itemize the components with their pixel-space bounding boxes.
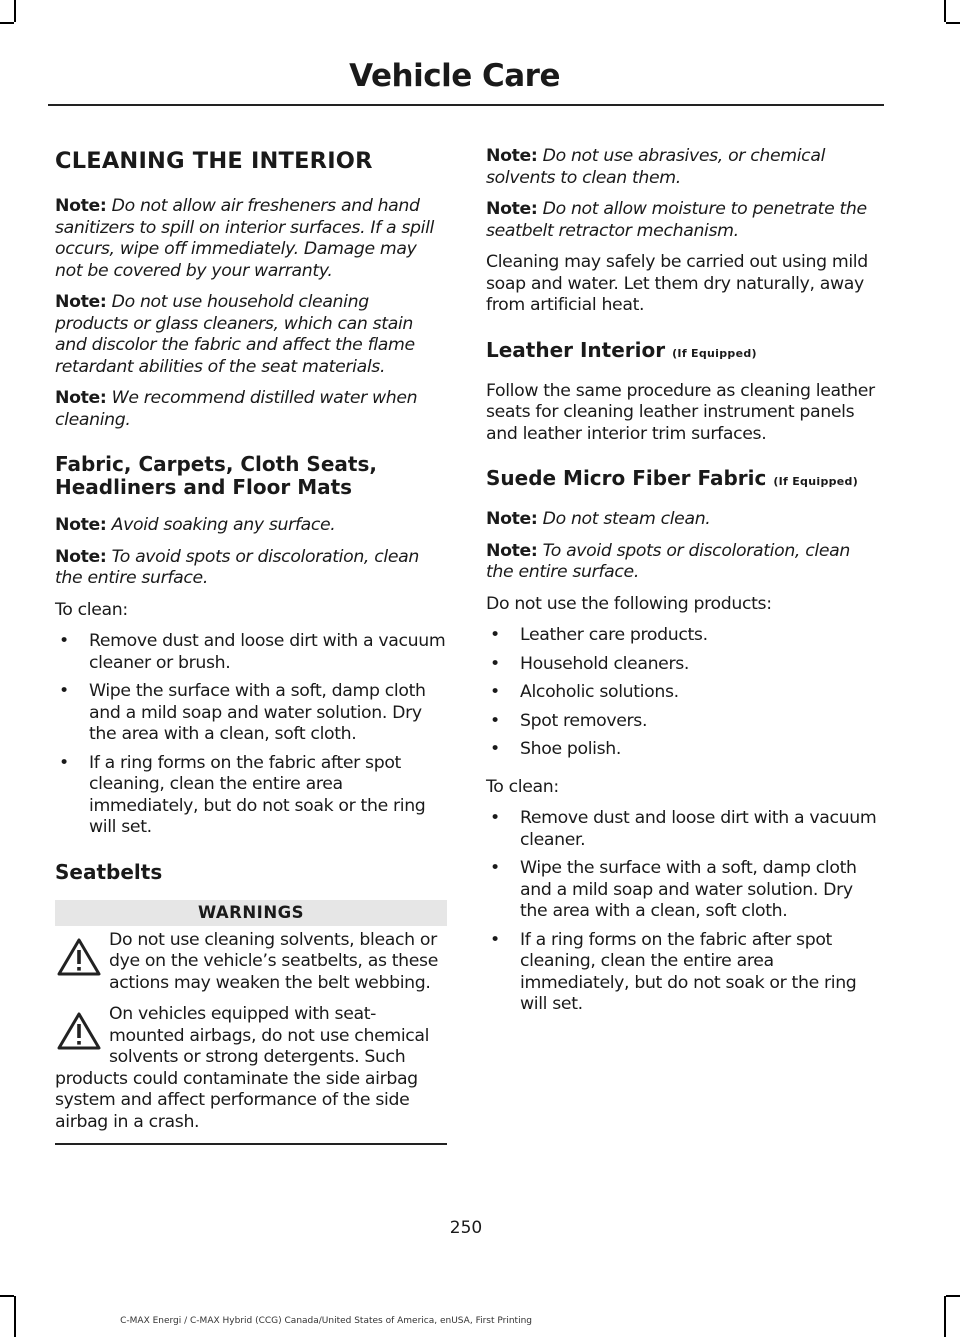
heading-qualifier: (If Equipped) xyxy=(672,346,757,360)
left-column xyxy=(55,148,447,1145)
crop-mark xyxy=(944,1296,946,1337)
crop-mark xyxy=(946,22,960,24)
subsection-heading xyxy=(486,467,880,493)
warning-item xyxy=(55,930,447,995)
warning-item xyxy=(55,1004,447,1133)
header-divider xyxy=(48,104,884,106)
note: Note: Do not allow moisture to penetrate the seatbelt retractor mechanism. xyxy=(486,199,867,241)
heading-text: Suede Micro Fiber Fabric xyxy=(486,466,767,490)
note: Note: To avoid spots or discoloration, clean the entire surface. xyxy=(486,540,850,582)
note: Note: To avoid spots or discoloration, clean the entire surface. xyxy=(55,546,419,588)
body-text: Cleaning may safely be carried out using mild soap and water. Let them dry naturally, away from artificial heat. xyxy=(486,252,868,315)
right-column xyxy=(486,146,880,1032)
warnings-box xyxy=(55,900,447,1146)
section-heading: CLEANING THE INTERIOR xyxy=(55,148,373,174)
list-item: • Leather care products. xyxy=(490,625,708,645)
warning-triangle-icon xyxy=(55,1010,103,1052)
note: Note: Do not use abrasives, or chemical solvents to clean them. xyxy=(486,146,826,188)
subsection-heading: Fabric, Carpets, Cloth Seats, Headliners and Floor Mats xyxy=(55,452,377,499)
heading-text: Leather Interior xyxy=(486,337,666,362)
crop-mark xyxy=(14,0,16,22)
crop-mark xyxy=(944,0,946,22)
note: Note: Do not allow air fresheners and hand sanitizers to spill on interior surfaces. If a spill occurs, wipe off immediately. Damage may not be covered by your warranty. xyxy=(55,196,434,281)
list-item: • Alcoholic solutions. xyxy=(490,682,679,702)
crop-mark xyxy=(0,1295,14,1297)
warning-text: On vehicles equipped with seat-mounted airbags, do not use chemical solvents or strong detergents. Such products could contaminate the side airbag system and affect performance of the side airbag in a crash. xyxy=(55,1004,430,1132)
list-item: • Remove dust and loose dirt with a vacuum cleaner. xyxy=(490,808,877,850)
crop-mark xyxy=(946,1295,960,1297)
note: Note: Do not use household cleaning products or glass cleaners, which can stain and discolor the fabric and affect the flame retardant abilities of the seat materials. xyxy=(55,292,415,377)
to-clean-label: To clean: xyxy=(55,599,128,620)
warning-triangle-icon xyxy=(55,936,103,978)
list-item: • Spot removers. xyxy=(490,710,648,731)
cleaning-steps xyxy=(55,631,447,839)
heading-qualifier: (If Equipped) xyxy=(773,475,859,488)
page-number: 250 xyxy=(449,1218,483,1238)
prohibited-products xyxy=(486,625,880,761)
note: Note: We recommend distilled water when cleaning. xyxy=(55,388,418,430)
to-clean-label: To clean: xyxy=(486,776,559,797)
body-text: Follow the same procedure as cleaning leather seats for cleaning leather instrument panels and leather interior trim surfaces. xyxy=(486,380,875,444)
list-item: • Wipe the surface with a soft, damp cloth and a mild soap and water solution. Dry the area with a clean, soft cloth. xyxy=(59,681,426,744)
page-title: Vehicle Care xyxy=(349,58,560,94)
cleaning-steps xyxy=(486,808,880,1016)
crop-mark xyxy=(0,22,14,24)
note: Note: Avoid soaking any surface. xyxy=(55,515,336,535)
list-item: • If a ring forms on the fabric after spot cleaning, clean the entire area immediately, but do not soak or the ring will set. xyxy=(490,929,857,1014)
list-item: • Remove dust and loose dirt with a vacuum cleaner or brush. xyxy=(59,631,446,673)
subsection-heading xyxy=(486,339,880,365)
list-item: • If a ring forms on the fabric after spot cleaning, clean the entire area immediately, but do not soak or the ring will set. xyxy=(59,752,426,837)
list-item: • Shoe polish. xyxy=(490,739,622,759)
list-item: • Household cleaners. xyxy=(490,653,690,674)
footer-text: C-MAX Energi / C-MAX Hybrid (CCG) Canada/United States of America, enUSA, First Printing xyxy=(120,1316,532,1326)
note: Note: Do not steam clean. xyxy=(486,509,711,529)
list-item: • Wipe the surface with a soft, damp cloth and a mild soap and water solution. Dry the area with a clean, soft cloth. xyxy=(490,858,857,921)
subsection-heading: Seatbelts xyxy=(55,859,163,884)
body-text: Do not use the following products: xyxy=(486,593,772,614)
warnings-divider xyxy=(55,1143,447,1145)
warning-text: Do not use cleaning solvents, bleach or dye on the vehicle’s seatbelts, as these actions may weaken the belt webbing. xyxy=(109,929,438,993)
warnings-header: WARNINGS xyxy=(55,900,447,926)
